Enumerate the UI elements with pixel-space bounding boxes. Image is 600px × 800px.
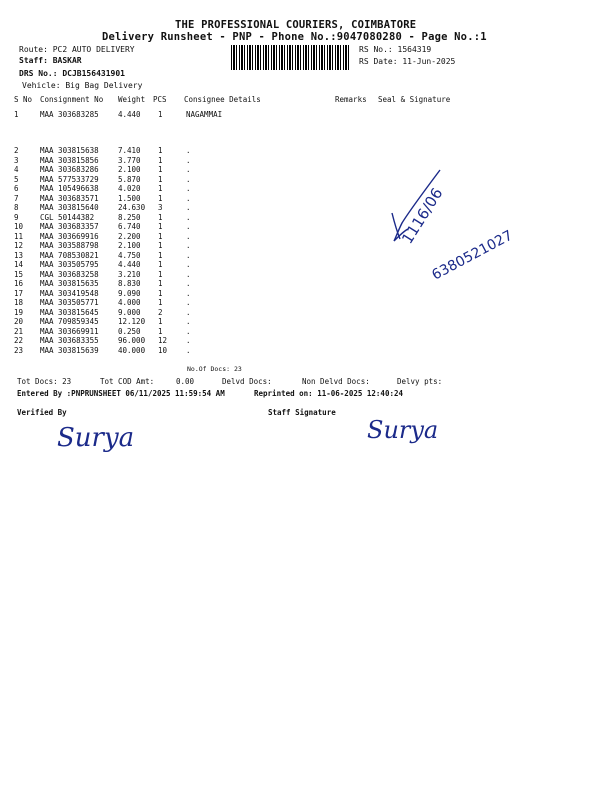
row-pcs: 1 (158, 146, 163, 155)
row-weight: 2.200 (118, 231, 141, 241)
row-details: . (186, 203, 191, 212)
rs-number: RS No.: 1564319 (359, 45, 432, 54)
row-weight: 24.630 (118, 203, 146, 212)
row-sno: 21 (14, 326, 24, 336)
row-consignment: MAA 303683357 (40, 222, 99, 231)
row-details: . (186, 250, 191, 260)
row-pcs: 3 (158, 203, 163, 212)
row-pcs: 1 (158, 250, 163, 260)
row-pcs: 1 (158, 269, 163, 279)
row-details: . (186, 193, 191, 203)
vehicle-label: Vehicle: Big Bag Delivery (22, 81, 143, 90)
row-sno: 15 (14, 269, 24, 279)
row-sno: 8 (14, 203, 19, 212)
row-weight: 4.000 (118, 298, 141, 307)
row-consignment: MAA 303683355 (40, 336, 99, 345)
row-details: . (186, 317, 191, 326)
col-pcs: PCS (153, 95, 167, 104)
row-sno: 9 (14, 212, 19, 222)
row-pcs: 12 (158, 336, 168, 345)
table-row (0, 336, 600, 345)
row-sno: 6 (14, 184, 19, 193)
row-sno: 11 (14, 231, 24, 241)
row-weight: 40.000 (118, 345, 146, 355)
verified-signature-text: Surya (57, 423, 135, 453)
row-weight: 96.000 (118, 336, 146, 345)
row-details: . (186, 222, 191, 231)
table-row (0, 156, 600, 165)
row-weight: 4.440 (118, 110, 141, 119)
row-consignment: MAA 303815639 (40, 345, 99, 355)
row-consignment: MAA 303588798 (40, 241, 99, 250)
staff-signature-label: Staff Signature (268, 408, 336, 417)
row-consignment: MAA 303505771 (40, 298, 99, 307)
verified-by-label: Verified By (17, 408, 67, 417)
col-consignment: Consignment No (40, 95, 104, 104)
col-weight: Weight (118, 95, 146, 104)
row-consignment: MAA 303683286 (40, 165, 99, 174)
row-pcs: 1 (158, 165, 163, 174)
reprinted-on: Reprinted on: 11-06-2025 12:40:24 (254, 389, 404, 398)
row-consignment: MAA 303815638 (40, 146, 99, 155)
row-weight: 6.740 (118, 222, 141, 231)
row-weight: 2.100 (118, 165, 141, 174)
row-consignment: MAA 577533729 (40, 174, 99, 184)
row-details: . (186, 146, 191, 155)
row-consignment: MAA 105496638 (40, 184, 99, 193)
row-pcs: 1 (158, 222, 163, 231)
row-sno: 10 (14, 222, 24, 231)
company-title: THE PROFESSIONAL COURIERS, COIMBATORE (175, 19, 417, 31)
table-row (0, 327, 600, 336)
table-row (0, 110, 600, 119)
row-consignment: MAA 303683571 (40, 193, 99, 203)
handwritten-phone: 6380521027 (429, 227, 516, 284)
row-details: . (186, 269, 191, 279)
verified-signature (55, 418, 135, 458)
row-weight: 3.210 (118, 269, 141, 279)
non-delivered-docs: Non Delvd Docs: (302, 377, 370, 386)
row-pcs: 1 (158, 241, 163, 250)
row-pcs: 1 (158, 326, 163, 336)
row-sno: 1 (14, 110, 19, 119)
col-remarks: Remarks (335, 95, 367, 104)
row-weight: 4.750 (118, 250, 141, 260)
total-cod-label: Tot COD Amt: (100, 377, 155, 386)
table-row (0, 346, 600, 355)
row-sno: 12 (14, 241, 24, 250)
table-row (0, 317, 600, 326)
table-header (0, 95, 600, 104)
row-consignment: MAA 303683258 (40, 269, 99, 279)
row-consignment: MAA 303419548 (40, 288, 99, 298)
row-details: NAGAMMAI (186, 110, 223, 119)
row-consignment: MAA 708530821 (40, 250, 99, 260)
row-pcs: 1 (158, 155, 163, 165)
row-consignment: MAA 303505795 (40, 260, 99, 269)
table-row (0, 308, 600, 317)
handwritten-note (380, 165, 540, 295)
row-sno: 18 (14, 298, 24, 307)
delivery-points: Delvy pts: (397, 377, 443, 386)
row-consignment: MAA 303815645 (40, 307, 99, 317)
row-weight: 4.440 (118, 260, 141, 269)
col-sno: S No (14, 95, 33, 104)
row-weight: 12.120 (118, 317, 146, 326)
row-consignment: MAA 303683285 (40, 110, 99, 119)
runsheet-subtitle: Delivery Runsheet - PNP - Phone No.:9047080280 - Page No.:1 (102, 31, 487, 43)
barcode (231, 45, 351, 70)
staff-signature (365, 410, 445, 450)
row-consignment: MAA 709859345 (40, 317, 99, 326)
row-pcs: 1 (158, 174, 163, 184)
route-label: Route: PC2 AUTO DELIVERY (19, 45, 135, 54)
row-pcs: 10 (158, 345, 168, 355)
delivered-docs: Delvd Docs: (222, 377, 272, 386)
row-sno: 5 (14, 174, 19, 184)
row-weight: 9.000 (118, 307, 141, 317)
row-sno: 3 (14, 155, 19, 165)
row-pcs: 1 (158, 279, 163, 288)
row-details: . (186, 336, 191, 345)
staff-signature-text: Surya (367, 416, 439, 444)
row-consignment: MAA 303815635 (40, 279, 99, 288)
row-sno: 7 (14, 193, 19, 203)
col-seal: Seal & Signature (378, 95, 451, 104)
col-details: Consignee Details (184, 95, 261, 104)
row-weight: 5.870 (118, 174, 141, 184)
row-consignment: CGL 50144382 (40, 212, 95, 222)
row-sno: 17 (14, 288, 24, 298)
row-details: . (186, 241, 191, 250)
row-details: . (186, 260, 191, 269)
row-details: . (186, 326, 191, 336)
row-weight: 1.500 (118, 193, 141, 203)
row-pcs: 2 (158, 307, 163, 317)
row-sno: 2 (14, 146, 19, 155)
row-details: . (186, 184, 191, 193)
row-consignment: MAA 303669911 (40, 326, 99, 336)
row-consignment: MAA 303815856 (40, 155, 99, 165)
row-pcs: 1 (158, 298, 163, 307)
rs-date: RS Date: 11-Jun-2025 (359, 57, 456, 66)
row-weight: 2.100 (118, 241, 141, 250)
row-pcs: 1 (158, 231, 163, 241)
handwritten-number-1: 1116/06 (398, 184, 447, 248)
row-pcs: 1 (158, 317, 163, 326)
row-weight: 7.410 (118, 146, 141, 155)
row-sno: 23 (14, 345, 24, 355)
row-sno: 16 (14, 279, 24, 288)
row-weight: 8.830 (118, 279, 141, 288)
total-cod-value: 0.00 (176, 377, 195, 386)
row-weight: 0.250 (118, 326, 141, 336)
row-sno: 4 (14, 165, 19, 174)
row-details: . (186, 231, 191, 241)
total-docs: Tot Docs: 23 (17, 377, 72, 386)
row-pcs: 1 (158, 212, 163, 222)
row-details: . (186, 298, 191, 307)
row-details: . (186, 155, 191, 165)
row-details: . (186, 288, 191, 298)
row-details: . (186, 307, 191, 317)
row-pcs: 1 (158, 260, 163, 269)
row-pcs: 1 (158, 288, 163, 298)
row-sno: 22 (14, 336, 24, 345)
row-weight: 3.770 (118, 155, 141, 165)
entered-by: Entered By :PNPRUNSHEET 06/11/2025 11:59:54 AM (17, 389, 225, 398)
row-pcs: 1 (158, 193, 163, 203)
table-row (0, 298, 600, 307)
row-details: . (186, 165, 191, 174)
row-sno: 13 (14, 250, 24, 260)
row-details: . (186, 279, 191, 288)
row-pcs: 1 (158, 110, 163, 119)
row-details: . (186, 212, 191, 222)
row-weight: 4.020 (118, 184, 141, 193)
docs-count: No.Of Docs: 23 (187, 365, 242, 373)
row-pcs: 1 (158, 184, 163, 193)
staff-label: Staff: BASKAR (19, 56, 82, 65)
row-sno: 19 (14, 307, 24, 317)
row-consignment: MAA 303669916 (40, 231, 99, 241)
row-details: . (186, 174, 191, 184)
table-row (0, 146, 600, 155)
row-consignment: MAA 303815640 (40, 203, 99, 212)
row-details: . (186, 345, 191, 355)
row-weight: 8.250 (118, 212, 141, 222)
row-sno: 14 (14, 260, 24, 269)
row-sno: 20 (14, 317, 24, 326)
row-weight: 9.090 (118, 288, 141, 298)
drs-number: DRS No.: DCJB156431901 (19, 69, 125, 78)
